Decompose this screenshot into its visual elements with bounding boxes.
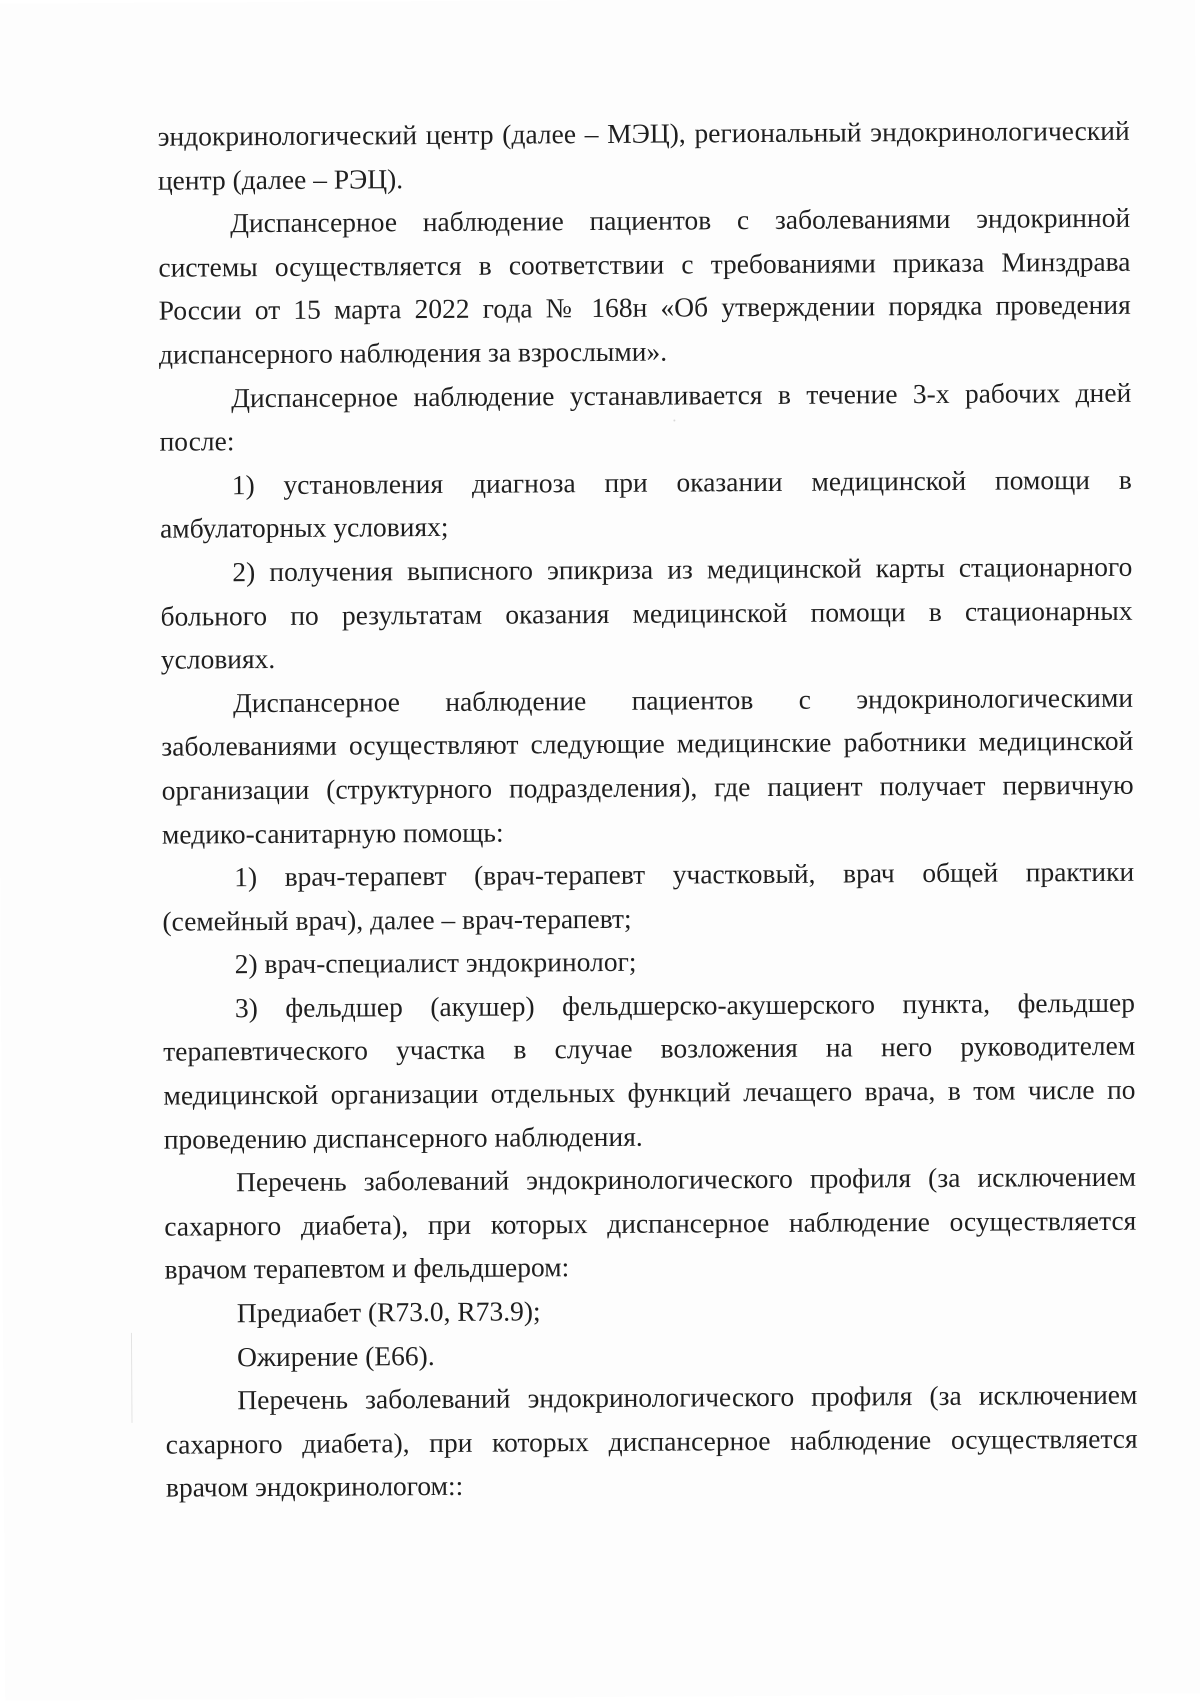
scan-artifact-dot <box>673 420 675 422</box>
paragraph-dispensary-timing: Диспансерное наблюдение устанавливается в течение 3-х рабочих дней после: <box>159 376 1132 457</box>
list-item-paramedic: 3) фельдшер (акушер) фельдшерско-акушерского пункта, фельдшер терапевтического участка в случае возложения на него руководителем медицинской организации отдельных функций лечащего врача, в том числе по проведению диспансерного наблюдения. <box>163 986 1136 1155</box>
paragraph-continuation: эндокринологический центр (далее – МЭЦ), региональный эндокринологический центр (далее – РЭЦ). <box>157 114 1130 196</box>
list-item-diagnosis: 1) установления диагноза при оказании медицинской помощи в амбулаторных условиях; <box>159 463 1132 545</box>
list-item-obesity: Ожирение (E66). <box>237 1339 435 1372</box>
list-item-endocrinologist: 2) врач-специалист эндокринолог; <box>234 946 637 980</box>
list-item-discharge-summary: 2) получения выписного эпикриза из медицинской карты стационарного больного по результатам оказания медицинской помощи в стационарных условиях. <box>160 550 1133 675</box>
paragraph-list-endocrinologist-diseases: Перечень заболеваний эндокринологического профиля (за исключением сахарного диабета), при которых диспансерное наблюдение осуществляется врачом эндокринологом:: <box>165 1378 1138 1504</box>
document-body <box>158 109 1139 1510</box>
list-item-therapist: 1) врач-терапевт (врач-терапевт участковый, врач общей практики (семейный врач), далее – врач-терапевт; <box>162 855 1135 937</box>
paragraph-dispensary-order: Диспансерное наблюдение пациентов с заболеваниями эндокринной системы осуществляется в соответствии с требованиями приказа Минздрава России от 15 марта 2022 года № 168н «Об утверждении порядка проведения диспансерного наблюдения за взрослыми». <box>158 201 1131 370</box>
paragraph-medical-workers: Диспансерное наблюдение пациентов с эндокринологическими заболеваниями осуществляют следующие медицинские работники медицинской организации (структурного подразделения), где пациент получает первичную медико-санитарную помощь: <box>161 681 1134 850</box>
paragraph-list-therapist-diseases: Перечень заболеваний эндокринологического профиля (за исключением сахарного диабета), при которых диспансерное наблюдение осуществляется врачом терапевтом и фельдшером: <box>164 1160 1137 1286</box>
list-item-prediabetes: Предиабет (R73.0, R73.9); <box>236 1295 541 1329</box>
scan-artifact-line <box>131 1333 133 1423</box>
